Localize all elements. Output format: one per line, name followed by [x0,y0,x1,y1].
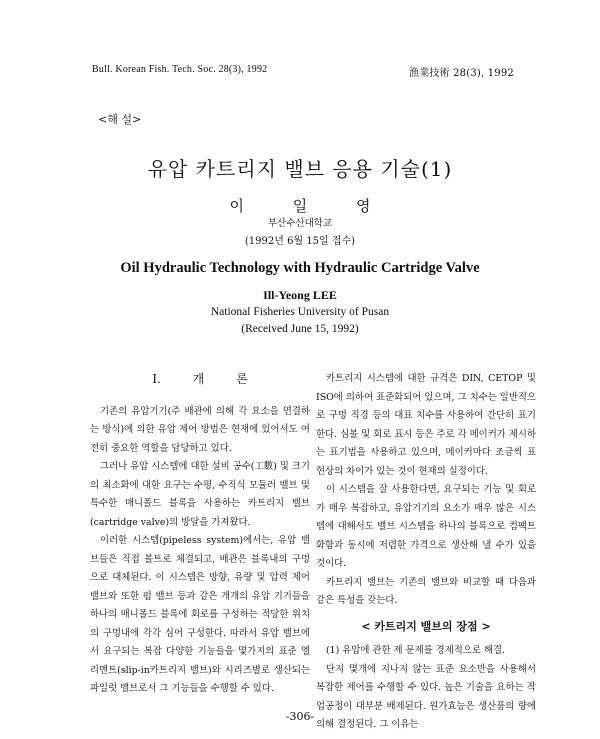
title-korean: 유압 카트리지 밸브 응용 기술(1) [147,157,453,181]
section-heading-introduction: I. 개 론 [152,372,248,386]
paragraph: 이 시스템을 잘 사용한다면, 요구되는 기능 및 회로가 매우 복잡하고, 유압기기의 요소가 매우 많은 시스템에 대해서도 밸브 시스템을 하나의 블록으로 컴팩트화함과 동시에 저렴한 가격으로 생산해 낼 수가 있을 것이다. [316,484,536,569]
author-english: Ill-Yeong LEE [263,288,337,302]
page-number: -306- [285,710,315,723]
paragraph: 기존의 유압기기(주 배관에 의해 각 요소을 연결하는 방식)에 의한 유압 제어 방법은 현재에 있어서도 여전히 중요한 역할을 담당하고 있다. [90,405,310,454]
right-column [316,370,536,735]
paragraph: 카트리지 시스템에 대한 규격은 DIN, CETOP 및 ISO에 의하여 표준화되어 있으며, 그 치수는 일반적으로 구멍 직경 등의 대표 치수를 사용하여 간단히 표기한다. 심볼 및 회로 표시 등은 주로 각 메이커가 제시하는 표기법을 사용하고 있으며, 메이커마다 조금씩 표현상의 차이가 있는 것이 현재의 실정이다. [316,373,536,477]
author-korean: 이 일 영 [229,197,371,215]
left-column [90,370,310,699]
paragraph: 이러한 시스템(pipeless system)에서는, 유압 밸브들은 직접 볼트로 체결되고, 배관은 블록내의 구멍으로 대체된다. 이 시스템은 방향, 유량 및 압력 제어 밸브와 또한 펌 밸브 등과 같은 개개의 유압 기기들을 하나의 매니폴드 블록에 회로를 구성하는 적당한 위치의 구멍내에 각각 심어 구성한다. 따라서 유압 밸브에서 요구되는 복잡 다양한 기능들을 몇가지의 표준 엘리멘트(slip-in카트리지 밸브)와 시리즈별로 생산되는 파일럿 밸브로서 그 기능들을 수행할 수 있다. [90,535,310,694]
title-english: Oil Hydraulic Technology with Hydraulic Cartridge Valve [120,260,480,276]
paragraph: (1) 유압에 관한 제 문제를 경제적으로 해결. [326,645,506,656]
paragraph: 단지 몇개에 지나지 않는 표준 요소만을 사용해서 복잡한 제어를 수행할 수 있다. 높은 기술을 요하는 작업공정이 대부분 배제된다. 원가효능은 생산품의 량에 의해 결정된다. 그 이유는 [316,663,536,730]
section-tag: <해 설> [98,113,142,126]
journal-header-left: Bull. Korean Fish. Tech. Soc. 28(3), 1992 [92,64,268,75]
journal-header-right: 漁業技術 28(3), 1992 [408,68,514,79]
subsection-heading-advantages: < 카트리지 밸브의 장점 > [361,619,491,633]
received-date-korean: (1992년 6월 15일 접수) [244,236,356,247]
received-date-english: (Received June 15, 1992) [241,323,359,335]
paragraph: 그러나 유압 시스템에 대한 설비 공수(工數) 및 크기의 최소화에 대한 요구는 수평, 수직식 모듈러 밸브 및 특수한 매니폴드 블록을 사용하는 카트리지 밸브(cartridge valve)의 방달을 가져왔다. [90,461,310,528]
affiliation-english: National Fisheries University of Pusan [210,306,390,318]
paragraph: 카트리지 밸브는 기존의 밸브와 비교할 때 다음과 같은 특성을 갖는다. [316,576,536,606]
affiliation-korean: 부산수산대학교 [267,218,333,229]
